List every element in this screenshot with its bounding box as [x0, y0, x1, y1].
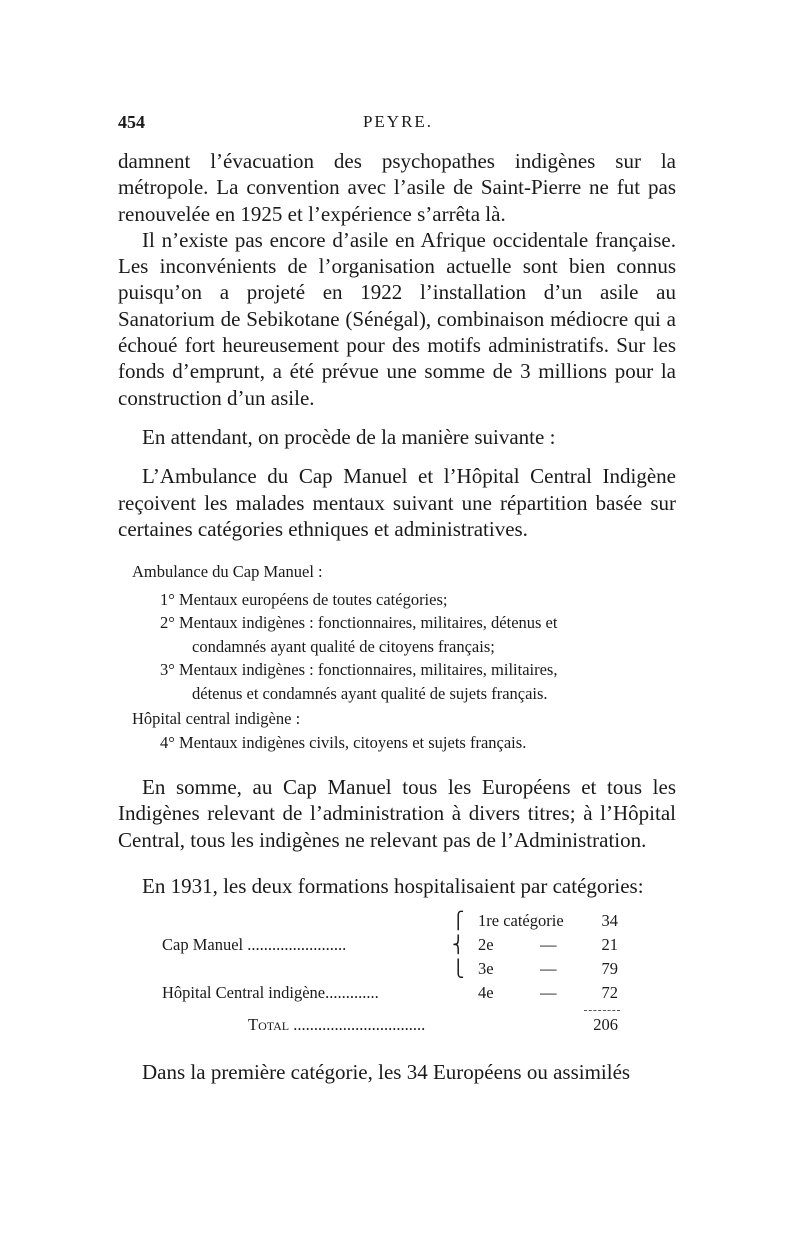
row-count: 21 [601, 935, 618, 955]
row-count: 72 [601, 983, 618, 1003]
row-count: 34 [601, 911, 618, 931]
list-item-label: 1° [160, 589, 175, 609]
list-item-text: Mentaux indigènes : fonctionnaires, militaires, détenus et [178, 613, 558, 633]
page-header [118, 112, 678, 140]
row-label: Hôpital Central indigène............. [162, 983, 379, 1003]
list-item [118, 731, 676, 755]
category-list [118, 560, 676, 754]
table-row [118, 935, 676, 959]
brace-icon: ⎧ [452, 911, 465, 931]
table-row [118, 911, 676, 935]
list-item-label: 4° [160, 732, 175, 752]
list-item-continuation: condamnés ayant qualité de citoyens français; [192, 636, 495, 656]
list-item [118, 588, 676, 612]
total-label: Total ................................ [248, 1015, 426, 1035]
total-rule [584, 1010, 620, 1011]
list-heading-hopital: Hôpital central indigène : [132, 709, 301, 729]
list-item [118, 611, 676, 635]
table-row [118, 983, 676, 1007]
paragraph-3: En attendant, on procède de la manière suivante : [142, 424, 556, 449]
paragraph-1: damnent l’évacuation des psychopathes indigènes sur la métropole. La convention avec l’asile de Saint-Pierre ne fut pas renouvelée en 1925 et l’expérience s’arrêta là. [118, 149, 676, 226]
row-category: 3e [478, 959, 494, 979]
list-item-label: 2° [160, 613, 175, 633]
total-row [118, 1015, 676, 1039]
total-value: 206 [593, 1015, 618, 1035]
running-title: PEYRE. [362, 112, 434, 131]
list-item-label: 3° [160, 660, 175, 680]
list-item-text: Mentaux indigènes : fonctionnaires, militaires, militaires, [178, 660, 558, 680]
table-row [118, 959, 676, 983]
brace-icon: ⎩ [452, 959, 465, 979]
row-dash: — [540, 983, 557, 1003]
row-count: 79 [601, 959, 618, 979]
list-item-text: Mentaux indigènes civils, citoyens et sujets français. [178, 732, 527, 752]
list-item [118, 658, 676, 682]
list-item-text: Mentaux européens de toutes catégories; [178, 589, 448, 609]
list-heading-ambulance: Ambulance du Cap Manuel : [132, 562, 323, 582]
row-category: 2e [478, 935, 494, 955]
brace-icon: ⎨ [452, 935, 465, 955]
paragraph-4: L’Ambulance du Cap Manuel et l’Hôpital Central Indigène reçoivent les malades mentaux suivant une répartition basée sur certaines catégories ethniques et administratives. [118, 464, 676, 541]
row-dash: — [540, 959, 557, 979]
stats-intro: En 1931, les deux formations hospitalisaient par catégories: [142, 874, 644, 899]
paragraph-2: Il n’existe pas encore d’asile en Afrique occidentale française. Les inconvénients de l’organisation actuelle sont bien connus puisqu’on a projeté en 1922 l’installation d’un asile au Sanatorium de Sebikotane (Sénégal), combinaison médiocre qui a échoué fort heureusement pour des motifs administratifs. Sur les fonds d’emprunt, a été prévue une somme de 3 millions pour la construction d’un asile. [118, 227, 676, 410]
row-label: Cap Manuel ........................ [162, 935, 347, 955]
final-paragraph: Dans la première catégorie, les 34 Européens ou assimilés [142, 1060, 631, 1085]
row-category: 4e [478, 983, 494, 1003]
row-category: 1re catégorie [478, 911, 564, 931]
page-body [118, 148, 676, 1086]
list-item-continuation: détenus et condamnés ayant qualité de sujets français. [192, 683, 548, 703]
summary-paragraph: En somme, au Cap Manuel tous les Européens et tous les Indigènes relevant de l’administration à divers titres; à l’Hôpital Central, tous les indigènes ne relevant pas de l’Administration. [118, 775, 676, 852]
row-dash: — [540, 935, 557, 955]
page-number: 454 [118, 112, 145, 132]
stats-table [118, 911, 676, 1037]
